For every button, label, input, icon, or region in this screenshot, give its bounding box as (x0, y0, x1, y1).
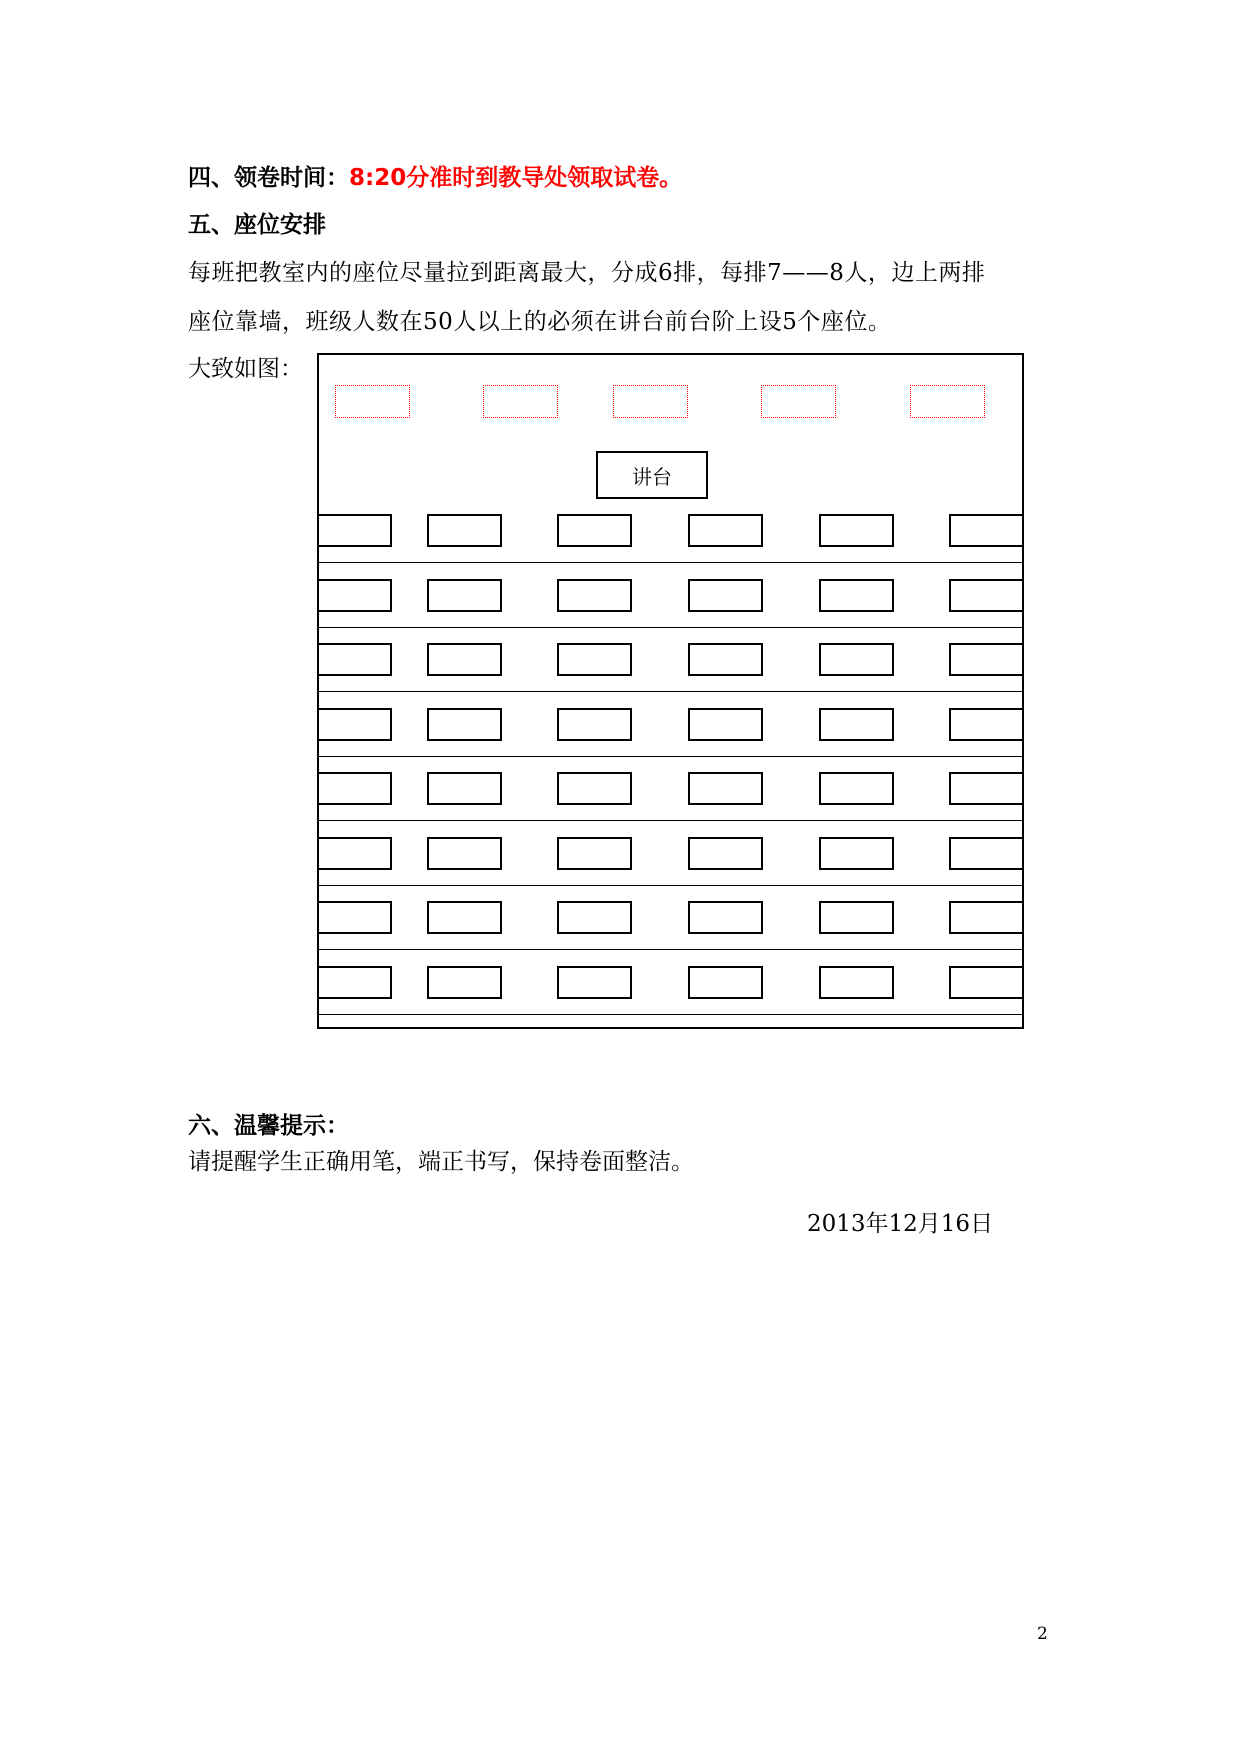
desk (317, 966, 392, 999)
desk (819, 579, 894, 612)
desk (557, 708, 632, 741)
desk (688, 966, 763, 999)
page-number: 2 (1037, 1624, 1048, 1644)
figure-label: 大致如图： (188, 356, 303, 382)
podium (596, 451, 708, 499)
desk (819, 514, 894, 547)
row-divider (317, 820, 1024, 821)
document-date: 2013年12月16日 (807, 1211, 994, 1237)
desk (688, 837, 763, 870)
reminder-text: 请提醒学生正确用笔，端正书写，保持卷面整洁。 (188, 1149, 694, 1175)
front-seat (910, 385, 985, 418)
desk (317, 643, 392, 676)
seating-paragraph-line-2: 座位靠墙，班级人数在50人以上的必须在讲台前台阶上设5个座位。 (188, 309, 892, 335)
section-five-heading: 五、座位安排 (188, 212, 326, 238)
desk (949, 708, 1024, 741)
desk (949, 643, 1024, 676)
desk (427, 708, 502, 741)
desk (317, 772, 392, 805)
desk (688, 643, 763, 676)
desk (688, 579, 763, 612)
desk (427, 966, 502, 999)
desk (819, 837, 894, 870)
desk (688, 772, 763, 805)
desk (427, 579, 502, 612)
section-four-highlight: 8:20分准时到教导处领取试卷。 (349, 165, 683, 191)
desk (949, 772, 1024, 805)
desk (949, 837, 1024, 870)
desk (949, 966, 1024, 999)
section-four-heading (188, 163, 682, 193)
front-seat (483, 385, 558, 418)
desk (557, 579, 632, 612)
row-divider (317, 756, 1024, 757)
section-four-label: 四、领卷时间： (188, 165, 349, 191)
desk (317, 901, 392, 934)
seating-paragraph-line-1: 每班把教室内的座位尽量拉到距离最大，分成6排，每排7——8人，边上两排 (188, 260, 986, 286)
section-six-heading: 六、温馨提示： (188, 1113, 349, 1139)
desk (317, 579, 392, 612)
row-divider (317, 627, 1024, 628)
desk (427, 514, 502, 547)
desk (819, 901, 894, 934)
desk (557, 901, 632, 934)
desk (557, 837, 632, 870)
podium-label: 讲台 (632, 464, 672, 489)
desk (819, 643, 894, 676)
row-divider (317, 691, 1024, 692)
desk (317, 837, 392, 870)
desk (949, 514, 1024, 547)
row-divider (317, 949, 1024, 950)
desk (949, 579, 1024, 612)
desk (317, 708, 392, 741)
desk (688, 708, 763, 741)
front-seat (613, 385, 688, 418)
desk (557, 966, 632, 999)
desk (819, 772, 894, 805)
desk (317, 514, 392, 547)
desk (819, 966, 894, 999)
desk (557, 643, 632, 676)
desk (427, 837, 502, 870)
row-divider (317, 562, 1024, 563)
desk (557, 772, 632, 805)
desk (819, 708, 894, 741)
row-divider (317, 1014, 1024, 1015)
front-seat (761, 385, 836, 418)
front-seat (335, 385, 410, 418)
desk (427, 772, 502, 805)
desk (427, 901, 502, 934)
desk (557, 514, 632, 547)
desk (427, 643, 502, 676)
row-divider (317, 885, 1024, 886)
desk (688, 901, 763, 934)
desk (949, 901, 1024, 934)
desk (688, 514, 763, 547)
